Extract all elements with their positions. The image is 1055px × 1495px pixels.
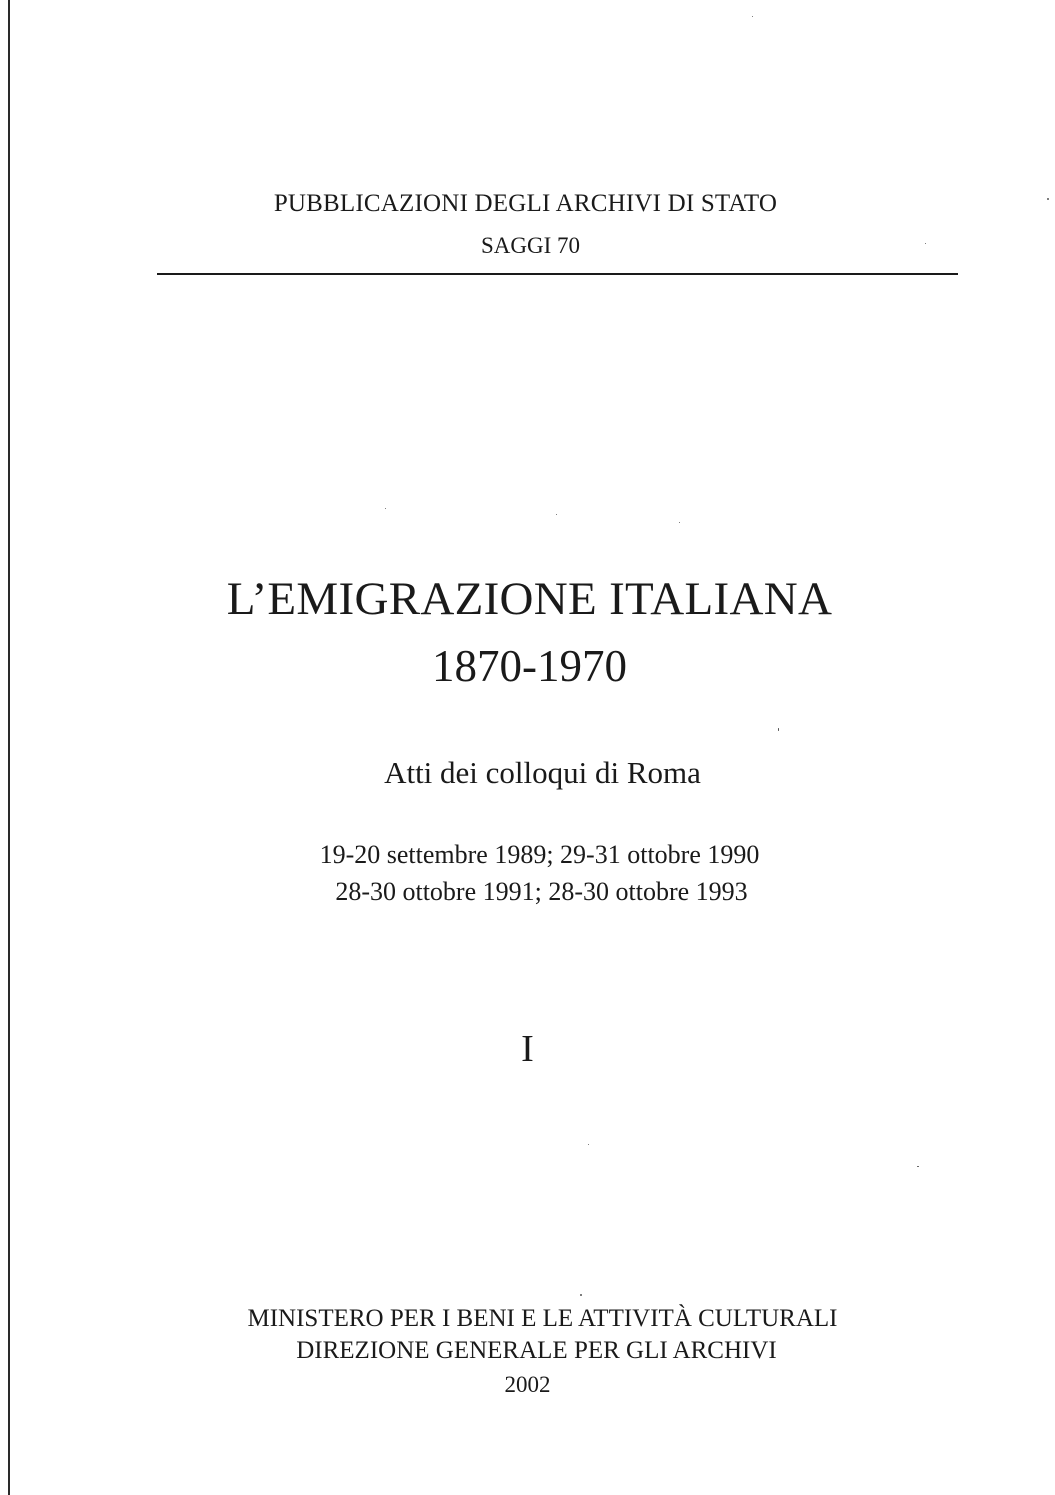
scan-speck (778, 728, 779, 731)
scan-speck (752, 16, 753, 17)
colloquium-dates-line-1: 19-20 settembre 1989; 29-31 ottobre 1990 (319, 840, 760, 869)
scan-speck (385, 508, 386, 509)
scan-speck (679, 522, 680, 523)
scan-speck (556, 514, 557, 515)
publication-year: 2002 (504, 1372, 551, 1397)
publisher-ministry: MINISTERO PER I BENI E LE ATTIVITÀ CULTURALI (247, 1305, 838, 1332)
header-rule (157, 273, 958, 275)
book-years: 1870-1970 (432, 641, 627, 691)
colloquium-dates-line-2: 28-30 ottobre 1991; 28-30 ottobre 1993 (335, 877, 748, 906)
scan-speck (925, 243, 926, 244)
book-subtitle: Atti dei colloqui di Roma (384, 755, 701, 790)
volume-number: I (521, 1028, 534, 1070)
scan-speck (588, 1144, 589, 1145)
scan-speck (917, 1166, 919, 1167)
scan-speck (1047, 198, 1049, 200)
series-collection: PUBBLICAZIONI DEGLI ARCHIVI DI STATO (273, 190, 778, 217)
series-number: SAGGI 70 (480, 233, 581, 258)
page-edge-line (8, 0, 10, 1495)
scan-speck (580, 1294, 582, 1296)
book-title: L’EMIGRAZIONE ITALIANA (226, 573, 833, 625)
publisher-directorate: DIREZIONE GENERALE PER GLI ARCHIVI (296, 1337, 777, 1364)
